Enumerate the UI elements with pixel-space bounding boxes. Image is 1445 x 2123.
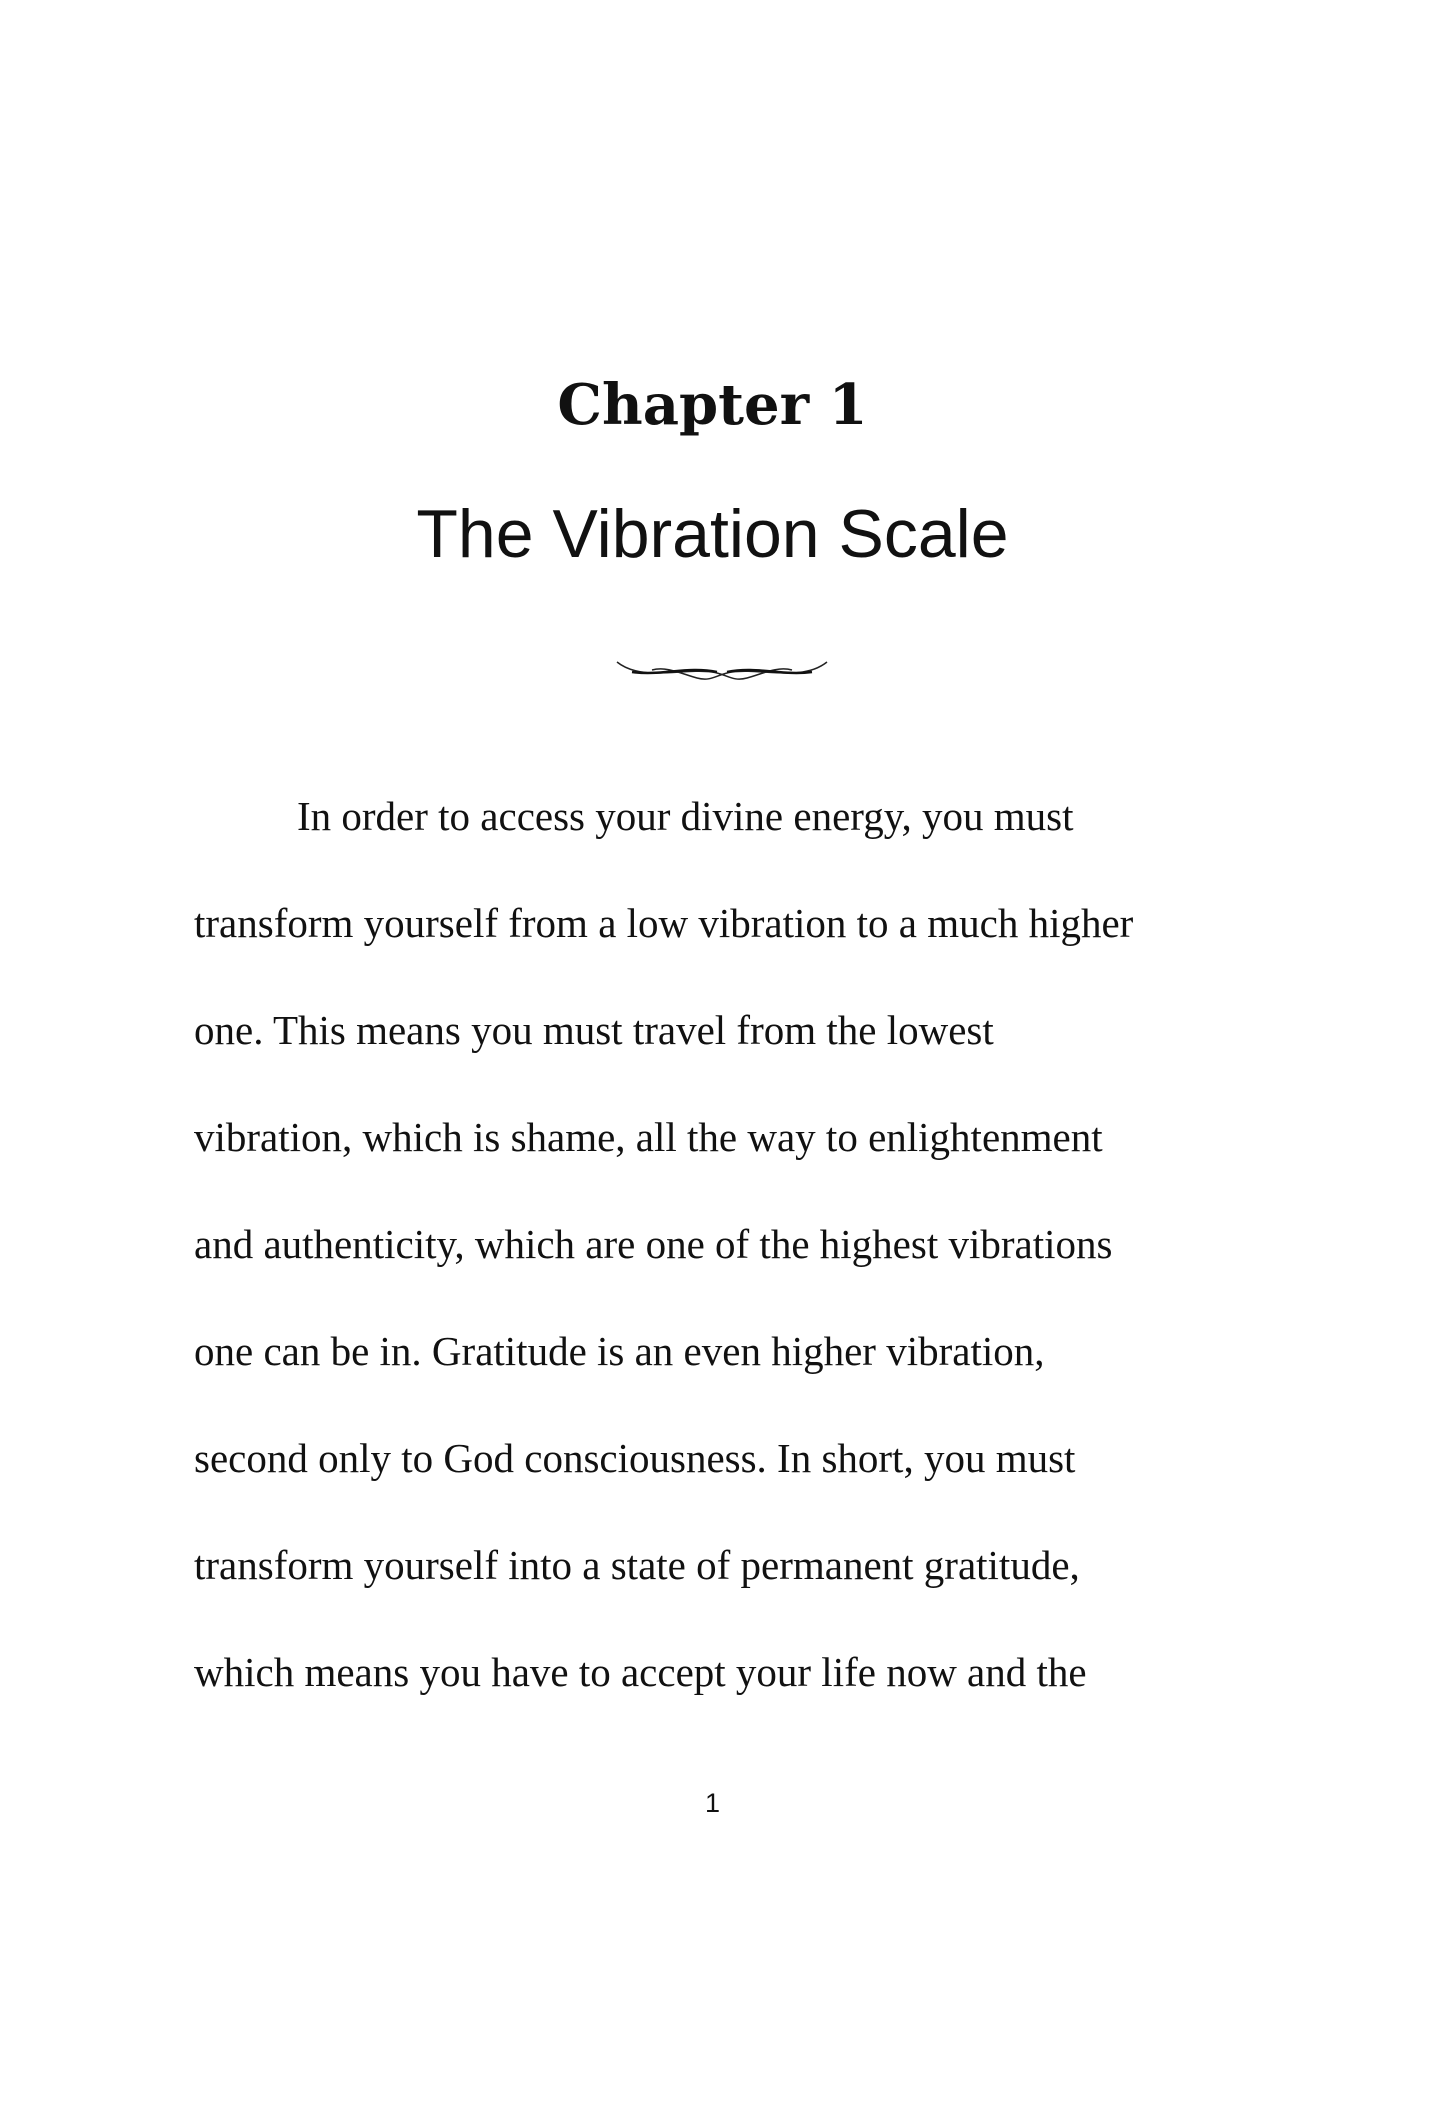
paragraph-line: In order to access your divine energy, you must (297, 793, 1074, 839)
paragraph-line: and authenticity, which are one of the highest vibrations (194, 1221, 1113, 1267)
paragraph-line: second only to God consciousness. In short, you must (194, 1435, 1076, 1481)
paragraph-line: vibration, which is shame, all the way to enlightenment (194, 1114, 1103, 1160)
chapter-label: Chapter 1 (557, 372, 868, 438)
paragraph-line: which means you have to accept your life now and the (194, 1649, 1087, 1695)
paragraph-line: one. This means you must travel from the lowest (194, 1007, 994, 1053)
paragraph-line: one can be in. Gratitude is an even higher vibration, (194, 1328, 1045, 1374)
chapter-title: The Vibration Scale (416, 496, 1009, 572)
paragraph-line: transform yourself from a low vibration to a much higher (194, 900, 1134, 946)
page-number: 1 (704, 1788, 721, 1818)
flourish-ornament-icon (612, 650, 832, 690)
paragraph-line: transform yourself into a state of permanent gratitude, (194, 1542, 1080, 1588)
